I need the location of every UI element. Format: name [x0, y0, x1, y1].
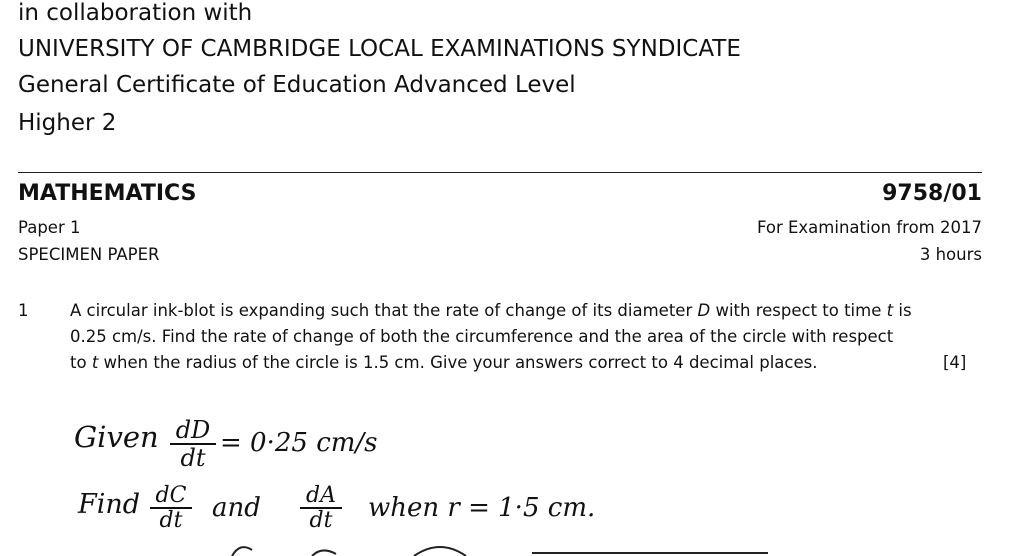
question-marks: [4]	[943, 353, 967, 372]
exam-year: For Examination from 2017	[756, 218, 982, 237]
fraction-numerator: dD	[170, 418, 216, 445]
paper-duration: 3 hours	[919, 245, 982, 264]
hand-and: and	[212, 493, 261, 523]
paper-code: 9758/01	[882, 181, 982, 206]
variable-t: t	[886, 301, 894, 320]
question-line-1: A circular ink-blot is expanding such that the rate of change of its diameter D with respect to time t is	[70, 301, 912, 320]
variable-d: D	[697, 301, 711, 320]
subject-title: MATHEMATICS	[18, 181, 197, 206]
paper-type: SPECIMEN PAPER	[18, 245, 160, 264]
certificate-title: General Certificate of Education Advanced Level	[18, 72, 576, 98]
fraction-dC-dt	[150, 484, 192, 533]
fraction-denominator: dt	[309, 508, 333, 534]
fraction-numerator: dC	[150, 484, 192, 509]
variable-t: t	[91, 353, 99, 372]
fraction-denominator: dt	[159, 508, 183, 534]
level-title: Higher 2	[18, 110, 117, 136]
syndicate-name: UNIVERSITY OF CAMBRIDGE LOCAL EXAMINATIONS SYNDICATE	[18, 36, 741, 62]
header-divider	[18, 172, 982, 173]
hand-given: Given	[74, 420, 159, 454]
hand-when-radius: when r = 1·5 cm.	[368, 493, 596, 523]
hand-find: Find	[78, 489, 141, 520]
question-number: 1	[18, 301, 29, 320]
fraction-dD-dt	[170, 418, 216, 472]
fraction-numerator: dA	[300, 484, 342, 509]
question-line-3: to t when the radius of the circle is 1.5 cm. Give your answers correct to 4 decimal places.	[70, 353, 818, 372]
fraction-denominator: dt	[180, 444, 206, 473]
cropped-handwriting-strokes	[0, 536, 1024, 556]
paper-number: Paper 1	[18, 218, 81, 237]
question-line-2: 0.25 cm/s. Find the rate of change of both the circumference and the area of the circle with respect	[70, 327, 894, 346]
hand-given-value: = 0·25 cm/s	[220, 428, 378, 458]
fraction-dA-dt	[300, 484, 342, 533]
collaboration-line: in collaboration with	[18, 0, 253, 26]
